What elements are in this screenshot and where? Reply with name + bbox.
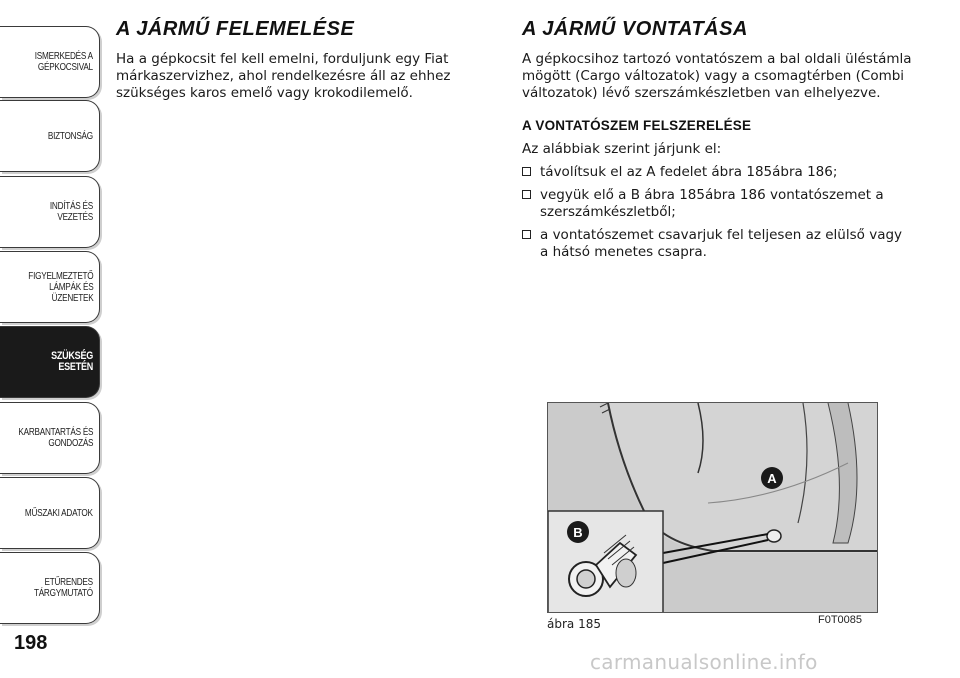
steps-list <box>522 164 912 261</box>
list-item <box>522 187 912 221</box>
tab-biztonsag[interactable] <box>0 100 100 172</box>
tab-label: FIGYELMEZTETŐ LÁMPÁK ÉS ÜZENETEK <box>27 270 93 304</box>
tab-label: SZÜKSÉG ESETÉN <box>51 350 93 373</box>
marker-b-label: B <box>573 525 583 540</box>
tab-label: ETŰRENDES TÁRGYMUTATÓ <box>34 577 93 599</box>
tab-label: KARBANTARTÁS ÉS GONDOZÁS <box>18 427 93 449</box>
step-text: a vontatószemet csavarjuk fel teljesen az elülső vagy a hátsó menetes csapra. <box>540 227 903 260</box>
checkbox-bullet-icon <box>522 167 531 176</box>
list-item <box>522 164 912 181</box>
section-title: A JÁRMŰ FELEMELÉSE <box>116 18 355 40</box>
section-body: Ha a gépkocsit fel kell emelni, forduljunk egy Fiat márkaszervizhez, ahol rendelkezésre áll az ehhez szükséges karos emelő vagy krokodilemelő. <box>116 51 451 101</box>
tab-targymutato[interactable] <box>0 552 100 624</box>
tab-muszaki-adatok[interactable] <box>0 477 100 549</box>
chapter-sidebar <box>0 0 104 630</box>
tab-label: ISMERKEDÉS A GÉPKOCSIVAL <box>34 51 93 73</box>
step-text: vegyük elő a B ábra 185ábra 186 vontatószemet a szerszámkészletből; <box>540 187 884 220</box>
tab-label: MŰSZAKI ADATOK <box>25 507 93 519</box>
marker-a-label: A <box>767 471 777 486</box>
checkbox-bullet-icon <box>522 230 531 239</box>
section-towing <box>522 18 912 267</box>
section-lifting <box>116 18 476 102</box>
subsection-title: A VONTATÓSZEM FELSZERELÉSE <box>522 118 752 133</box>
tab-szukseg-eseten[interactable] <box>0 326 100 398</box>
figure-code: F0T0085 <box>818 614 863 626</box>
tow-hook-drawing <box>548 403 878 613</box>
checkbox-bullet-icon <box>522 190 531 199</box>
tab-inditas[interactable] <box>0 176 100 248</box>
tab-karbantartas[interactable] <box>0 402 100 474</box>
tab-ismerkedes[interactable] <box>0 26 100 98</box>
page-number: 198 <box>14 632 48 654</box>
list-item <box>522 227 912 261</box>
tow-hook-illustration <box>547 402 878 613</box>
section-intro: A gépkocsihoz tartozó vontatószem a bal oldali üléstámla mögött (Cargo változatok) vagy a csomagtérben (Combi változatok) lévő szerszámkészletben van elhelyezve. <box>522 51 912 101</box>
watermark: carmanualsonline.info <box>590 650 818 674</box>
tab-figyelmezteto[interactable] <box>0 251 100 323</box>
tab-label: INDÍTÁS ÉS VEZETÉS <box>49 201 93 223</box>
tab-label: BIZTONSÁG <box>47 130 93 142</box>
figure-caption: ábra 185 <box>547 617 601 631</box>
step-text: távolítsuk el az A fedelet ábra 185ábra 186; <box>540 164 838 180</box>
section-title: A JÁRMŰ VONTATÁSA <box>522 18 748 40</box>
steps-lead: Az alábbiak szerint járjunk el: <box>522 141 722 157</box>
